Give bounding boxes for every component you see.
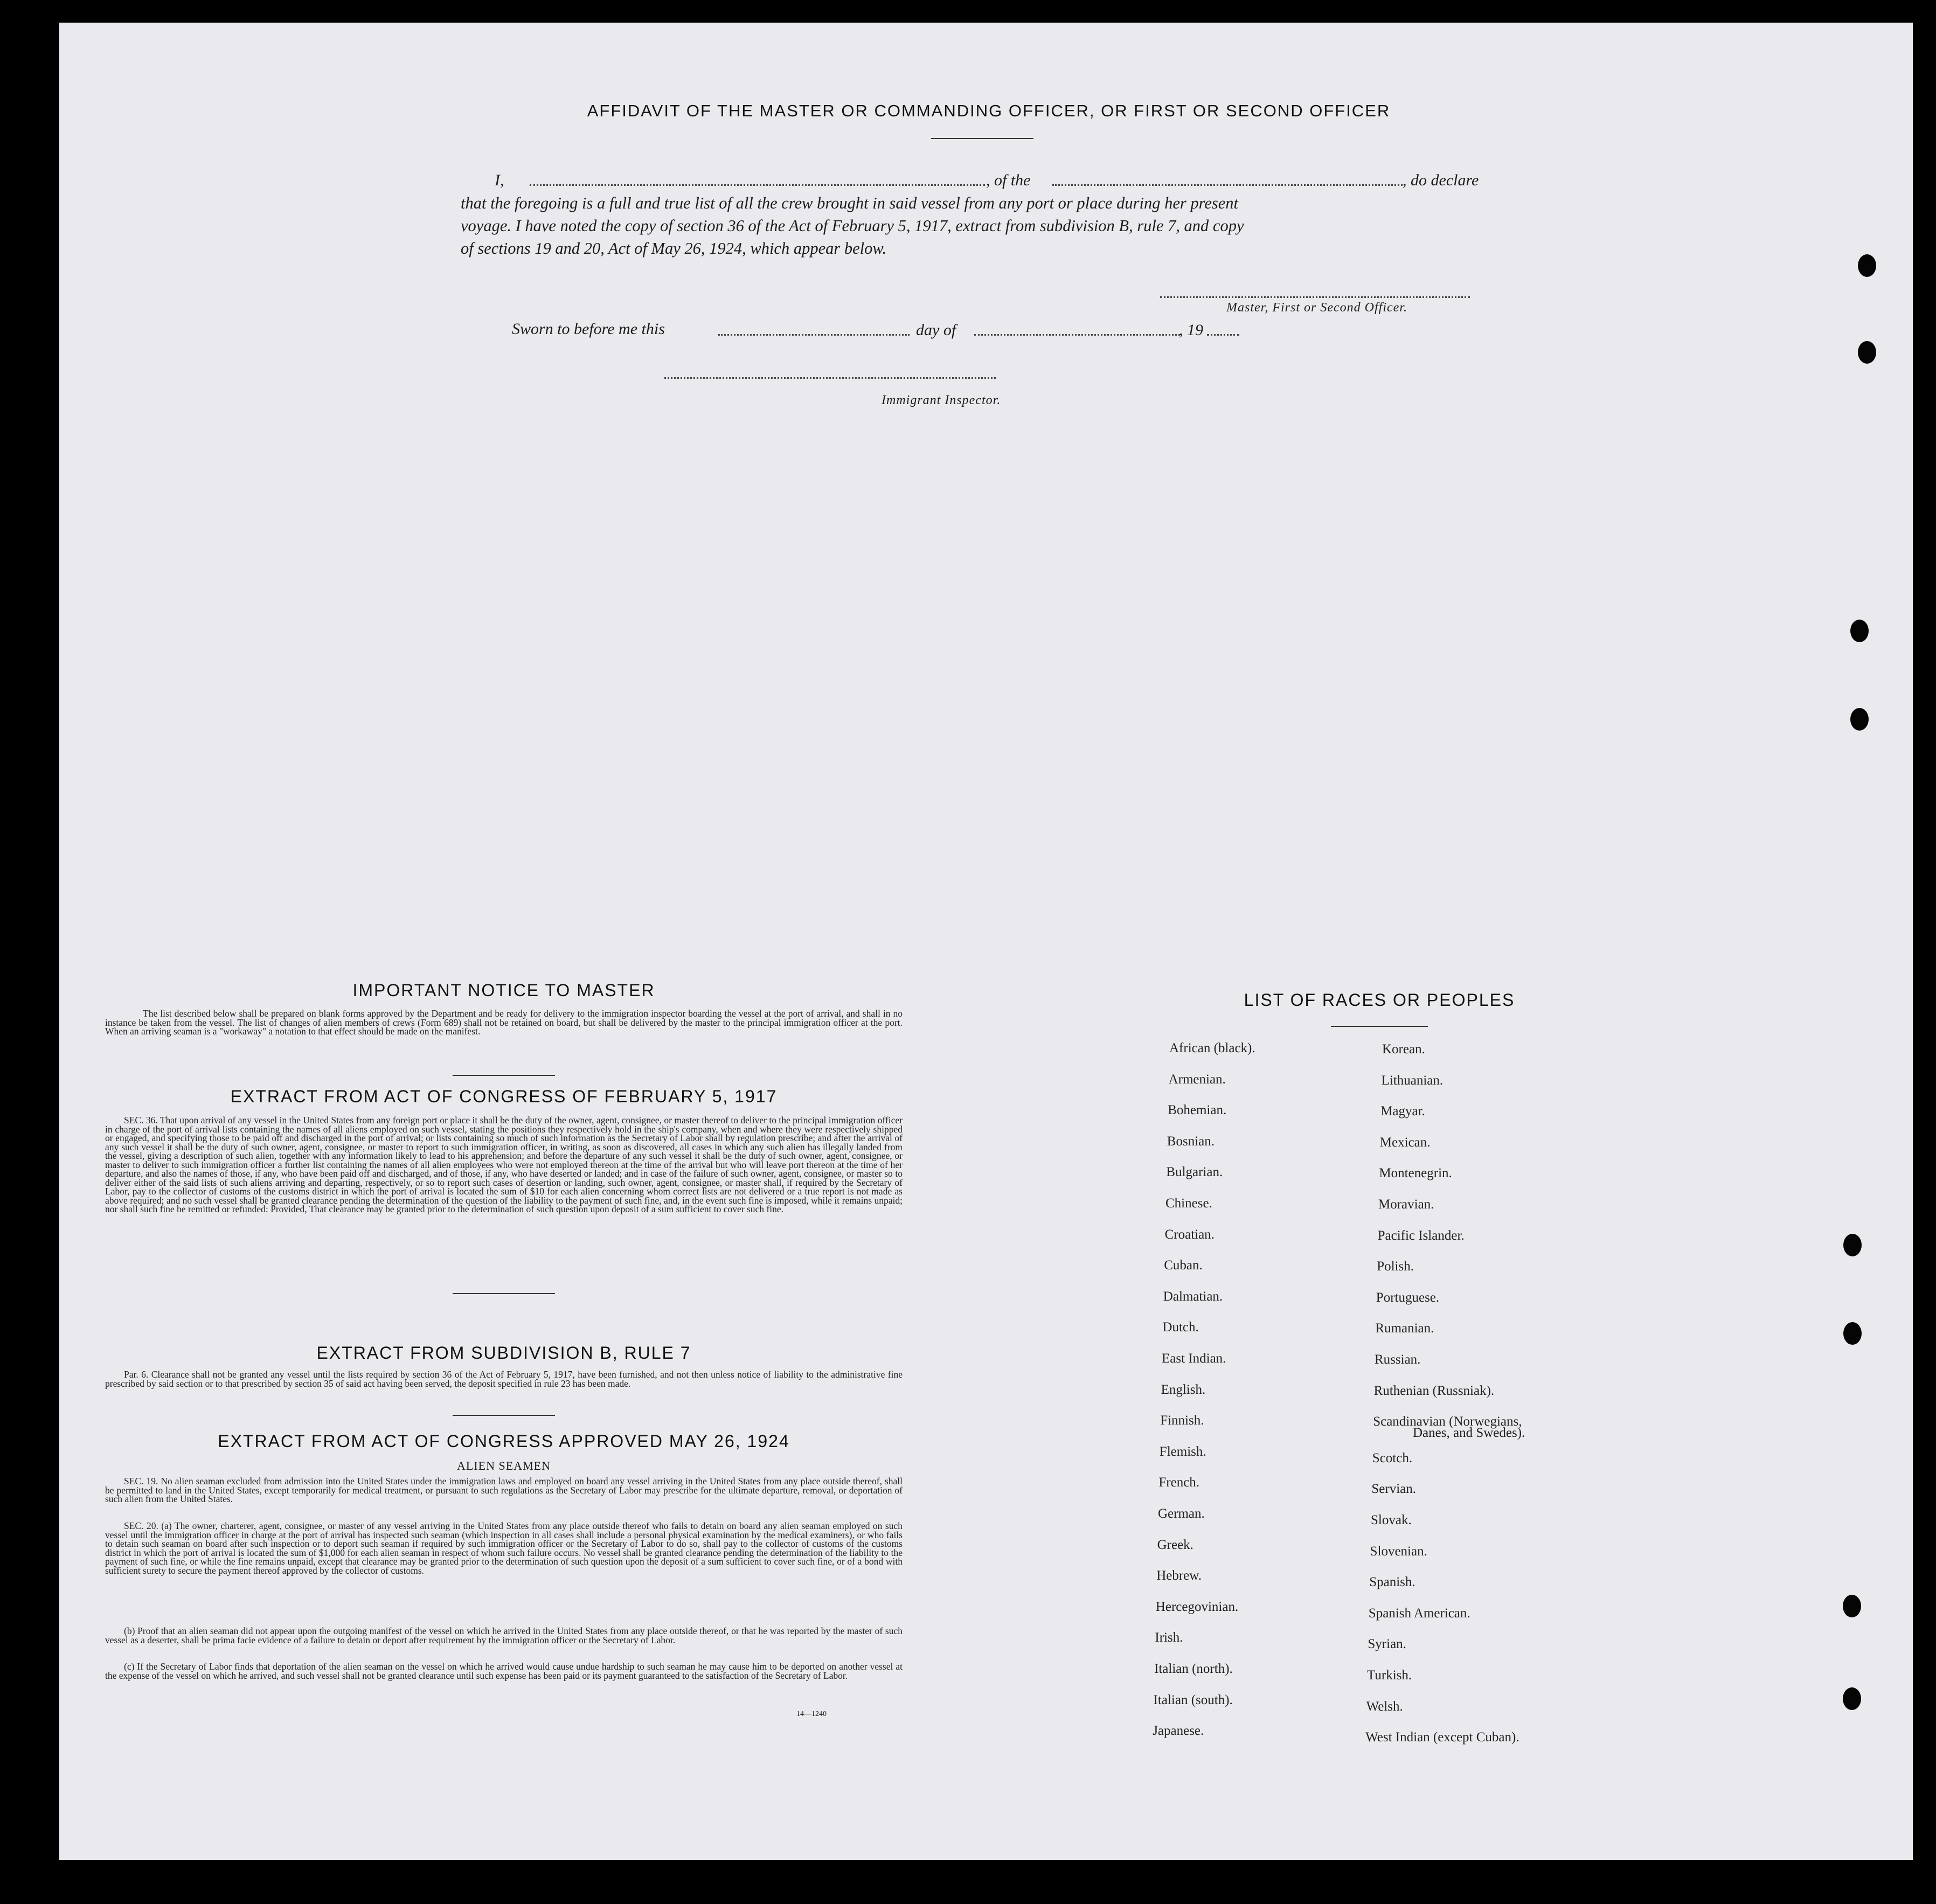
sec20a-body: SEC. 20. (a) The owner, charterer, agent, consignee, or master of any vessel arriving in the United States from any place outside thereof who fails to detain on board any alien seaman employed on such vessel until the immigration officer in charge at the port of arrival has inspected such seaman (which inspection in all cases shall include a personal physical examination by the medical examiners), or who fails to detain such seaman on board after such inspection or to deport such seaman if required by such immigration officer or the Secretary of Labor to do so, shall pay to the collector of customs of the customs district in which the port of arrival is located the sum of $1,000 for each alien seaman in respect of whom such failure occurs. No vessel shall be granted clearance pending the determination of the liability to the payment of such fine, or while the fine remains unpaid, except that clearance may be granted prior to the determination of such question upon the deposit of a sum sufficient to cover such fine, or of a bond with sufficient surety to secure the payment thereof approved by the collector of customs.	[105, 1520, 903, 1576]
race-item: Slovak.	[1371, 1513, 1412, 1527]
race-item: Hercegovinian.	[1155, 1599, 1239, 1614]
race-item: Mexican.	[1379, 1135, 1431, 1150]
extract-1917-title: EXTRACT FROM ACT OF CONGRESS OF FEBRUARY 5, 1917	[230, 1087, 778, 1106]
of-the-label: , of the	[986, 171, 1031, 189]
race-item-continuation: Danes, and Swedes).	[1413, 1426, 1525, 1440]
races-title: LIST OF RACES OR PEOPLES	[1244, 990, 1515, 1010]
rule7-body: Par. 6. Clearance shall not be granted any vessel until the lists required by section 36 of the Act of February 5, 1917, have been furnished, and not then unless notice of liability to the administrative fine prescribed by said section or to that prescribed by section 35 of said act having been served, the deposit specified in rule 23 has been made.	[105, 1369, 903, 1389]
race-item: Flemish.	[1159, 1444, 1206, 1459]
punch-hole	[1843, 1234, 1862, 1256]
sworn-label: Sworn to before me this	[512, 320, 665, 338]
inspector-signature-field[interactable]	[664, 377, 996, 379]
divider	[453, 1293, 555, 1294]
punch-hole	[1843, 1322, 1862, 1345]
race-item: Chinese.	[1165, 1196, 1212, 1211]
race-item: Rumanian.	[1375, 1321, 1434, 1336]
sworn-month-field[interactable]	[974, 334, 1180, 336]
race-item: Montenegrin.	[1379, 1166, 1452, 1181]
sworn-year-field[interactable]	[1207, 334, 1239, 336]
form-page	[59, 23, 1913, 1860]
notice-title: IMPORTANT NOTICE TO MASTER	[352, 981, 655, 1000]
race-item: Italian (north).	[1154, 1662, 1233, 1676]
extract-1924-title: EXTRACT FROM ACT OF CONGRESS APPROVED MAY 26, 1924	[218, 1432, 790, 1451]
race-item: Spanish American.	[1368, 1606, 1470, 1621]
race-item: Irish.	[1155, 1630, 1183, 1645]
master-signature-field[interactable]	[1160, 296, 1470, 298]
race-item: French.	[1158, 1475, 1200, 1490]
race-item: Servian.	[1371, 1482, 1417, 1497]
affidavit-line-3: voyage. I have noted the copy of section 36 of the Act of February 5, 1917, extract from subdivision B, rule 7, and copy	[461, 217, 1244, 235]
rule7-title: EXTRACT FROM SUBDIVISION B, RULE 7	[316, 1343, 691, 1363]
race-item: Portuguese.	[1376, 1290, 1440, 1305]
punch-hole	[1850, 708, 1869, 731]
race-item: West Indian (except Cuban).	[1365, 1730, 1519, 1745]
punch-hole	[1843, 1687, 1861, 1710]
divider	[931, 138, 1033, 139]
race-item: Bohemian.	[1168, 1103, 1227, 1118]
vessel-name-field[interactable]	[1052, 184, 1403, 186]
form-number: 14—1240	[796, 1710, 827, 1718]
race-item: Spanish.	[1369, 1575, 1415, 1590]
race-item: Scandinavian (Norwegians,	[1373, 1414, 1522, 1429]
declarant-label: I,	[495, 171, 504, 189]
race-item: Magyar.	[1380, 1104, 1425, 1119]
race-item: Armenian.	[1168, 1072, 1226, 1087]
do-declare-label: , do declare	[1403, 171, 1479, 189]
race-item: Greek.	[1157, 1537, 1193, 1552]
punch-hole	[1858, 341, 1876, 364]
race-item: Bulgarian.	[1166, 1165, 1223, 1180]
day-of-label: day of	[916, 321, 956, 339]
sec20b-body: (b) Proof that an alien seaman did not appear upon the outgoing manifest of the vessel on which he arrived in the United States from any place outside thereof, or that he was reported by the master of such vessel as a deserter, shall be prima facie evidence of a failure to detain or deport after requirement by the immigration officer or the Secretary of Labor.	[105, 1625, 903, 1645]
affidavit-line-2: that the foregoing is a full and true list of all the crew brought in said vessel from any port or place during her present	[461, 194, 1239, 212]
sec19-body: SEC. 19. No alien seaman excluded from admission into the United States under the immigration laws and employed on board any vessel arriving in the United States from any place outside thereof, shall be permitted to land in the United States, except temporarily for medical treatment, or pursuant to such regulations as the Secretary of Labor may prescribe for the ultimate departure, removal, or deportation of such alien from the United States.	[105, 1476, 903, 1504]
race-item: Dalmatian.	[1163, 1289, 1223, 1304]
extract-1917-body: SEC. 36. That upon arrival of any vessel in the United States from any foreign port or place it shall be the duty of the owner, agent, consignee, or master thereof to deliver to the principal immigration officer in charge of the port of arrival lists containing the names of all aliens employed on such vessel, stating the positions they respectively hold in the ship's company, when and where they were respectively shipped or engaged, and specifying those to be paid off and discharged in the port of arrival; or lists containing so much of such information as the Secretary of Labor shall by regulation prescribe; and after the arrival of any such vessel it shall be the duty of such owner, agent, consignee, or master to report to such immigration officer, in writing, as soon as discovered, all cases in which any such alien has illegally landed from the vessel, giving a description of such alien, together with any information likely to lead to his apprehension; and before the departure of any such vessel it shall be the duty of such owner, agent, consignee, or master to deliver to such immigration officer a further list containing the names of all alien employees who were not employed thereon at the time of the arrival but who will leave port thereon at the time of her departure, and also the names of those, if any, who have been paid off and discharged, and of those, if any, who have deserted or landed; and in case of the failure of such owner, agent, consignee, or master so to deliver either of the said lists of such aliens arriving and departing, respectively, or so to report such cases of desertion or landing, such owner, agent, consignee, or master shall, if required by the Secretary of Labor, pay to the collector of customs of the customs district in which the port of arrival is located the sum of $10 for each alien concerning whom correct lists are not delivered or a true report is not made as above required; and no such vessel shall be granted clearance pending the determination of the question of the liability to the payment of such fine, and, in the event such fine is imposed, while it remains unpaid; nor shall such fine be remitted or refunded: Provided, That clearance may be granted prior to the determination of such question upon deposit of a sum sufficient to cover such fine.	[105, 1115, 903, 1214]
race-item: Slovenian.	[1370, 1544, 1427, 1559]
declarant-name-field[interactable]	[530, 184, 985, 186]
race-item: English.	[1161, 1382, 1206, 1397]
sec20c-body: (c) If the Secretary of Labor finds that deportation of the alien seaman on the vessel on which he arrived would cause undue hardship to such seaman he may cause him to be deported on another vessel at the expense of the vessel on which he arrived, and such vessel shall not be granted clearance until such expense has been paid or its payment guaranteed to the satisfaction of the Secretary of Labor.	[105, 1661, 903, 1681]
affidavit-line-4: of sections 19 and 20, Act of May 26, 1924, which appear below.	[461, 239, 887, 258]
race-item: Cuban.	[1164, 1258, 1203, 1273]
race-item: Ruthenian (Russniak).	[1373, 1383, 1495, 1398]
race-item: Dutch.	[1162, 1320, 1199, 1335]
sworn-day-field[interactable]	[718, 334, 910, 336]
punch-hole	[1843, 1595, 1861, 1617]
race-item: Pacific Islander.	[1377, 1228, 1465, 1243]
master-caption: Master, First or Second Officer.	[1226, 301, 1407, 315]
race-item: Lithuanian.	[1381, 1073, 1444, 1088]
race-item: Turkish.	[1367, 1668, 1412, 1683]
punch-hole	[1858, 254, 1876, 277]
race-item: Italian (south).	[1153, 1692, 1233, 1707]
race-item: German.	[1158, 1506, 1205, 1521]
affidavit-title: AFFIDAVIT OF THE MASTER OR COMMANDING OFFICER, OR FIRST OR SECOND OFFICER	[587, 101, 1391, 120]
divider	[453, 1075, 555, 1076]
race-item: Moravian.	[1378, 1197, 1434, 1212]
divider	[1331, 1026, 1428, 1027]
notice-body: The list described below shall be prepared on blank forms approved by the Department and be ready for delivery to the immigration inspector boarding the vessel at the port of arrival, and shall in no instance be taken from the vessel. The list of changes of alien members of crews (Form 689) shall not be retained on board, but shall be delivered by the master to the principal immigration officer at the port. When an arriving seaman is a "workaway" a notation to that effect should be made on the manifest.	[105, 1008, 903, 1037]
punch-hole	[1850, 620, 1869, 642]
race-item: Korean.	[1382, 1042, 1425, 1057]
race-item: Hebrew.	[1156, 1568, 1202, 1583]
alien-seamen-subtitle: ALIEN SEAMEN	[457, 1459, 551, 1472]
year-label: , 19	[1179, 321, 1203, 339]
inspector-caption: Immigrant Inspector.	[882, 393, 1001, 407]
race-item: Scotch.	[1372, 1450, 1413, 1465]
race-item: Russian.	[1375, 1352, 1421, 1367]
race-item: Croatian.	[1164, 1227, 1215, 1242]
race-item: Bosnian.	[1167, 1134, 1215, 1149]
race-item: Finnish.	[1160, 1413, 1204, 1428]
race-item: Polish.	[1377, 1259, 1414, 1274]
race-item: Welsh.	[1366, 1699, 1403, 1714]
race-item: Japanese.	[1153, 1724, 1204, 1739]
divider	[453, 1415, 555, 1416]
race-item: Syrian.	[1368, 1637, 1406, 1652]
race-item: East Indian.	[1162, 1351, 1226, 1366]
race-item: African (black).	[1169, 1041, 1255, 1055]
